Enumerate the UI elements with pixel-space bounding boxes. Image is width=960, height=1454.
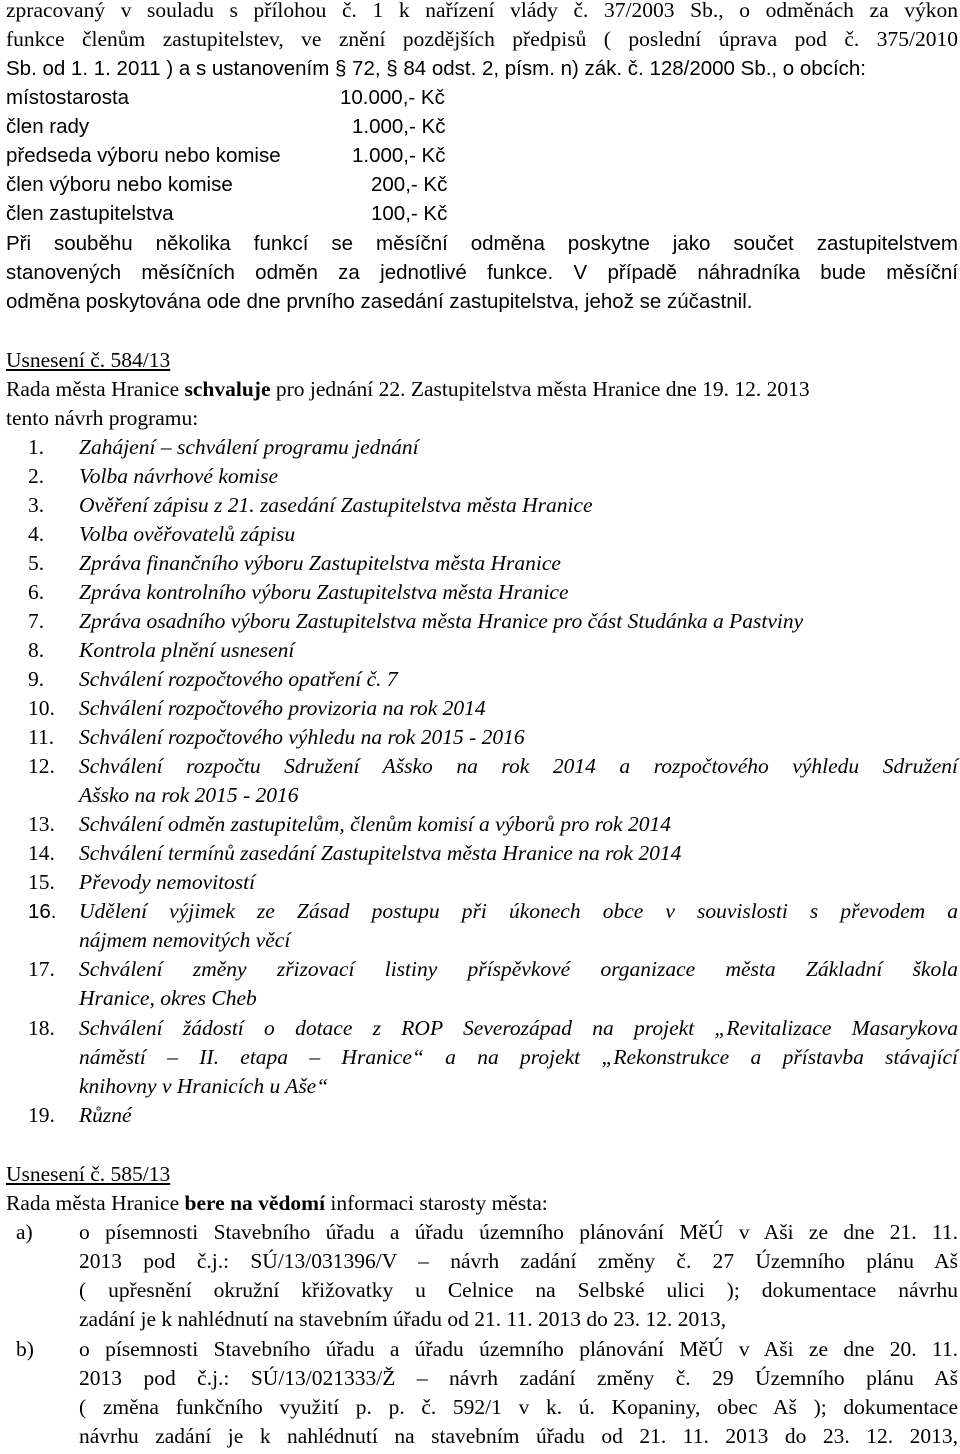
agenda-item <box>6 752 958 781</box>
agenda-item-number: 2. <box>28 464 45 488</box>
info-item-text: o písemnosti Stavebního úřadu a úřadu územního plánování MěÚ v Aši ze dne 20. 11. <box>79 1337 958 1361</box>
agenda-item-text: Kontrola plnění usnesení <box>79 638 295 662</box>
resolution-intro <box>6 1189 548 1218</box>
agenda-item-continuation <box>6 926 958 955</box>
agenda-item-continuation <box>6 781 958 810</box>
resolution-intro <box>6 375 810 404</box>
info-item-text: návrhu zadání je k nahlédnutí na stavebním úřadu od 21. 11. 2013 do 23. 12. 2013, <box>79 1424 958 1448</box>
agenda-item <box>6 810 958 839</box>
fee-row <box>6 170 958 199</box>
agenda-item <box>6 868 958 897</box>
agenda-item <box>6 839 958 868</box>
agenda-item-text: Schválení termínů zasedání Zastupitelstva města Hranice na rok 2014 <box>79 841 682 865</box>
agenda-item-text: Hranice, okres Cheb <box>79 986 257 1010</box>
agenda-item-continuation <box>6 1072 958 1101</box>
concurrency-line-2: stanovených měsíčních odměn za jednotlivé funkce. V případě náhradníka bude měsíční <box>6 261 958 284</box>
agenda-item-text: Převody nemovitostí <box>79 870 256 894</box>
agenda-item-number: 9. <box>28 667 45 691</box>
agenda-item-text: Schválení odměn zastupitelům, členům komisí a výborů pro rok 2014 <box>79 812 671 836</box>
agenda-item-text: Volba návrhové komise <box>79 464 279 488</box>
fee-label: předseda výboru nebo komise <box>6 144 281 167</box>
agenda-item-number: 13. <box>28 812 55 836</box>
agenda-item-text: Ašsko na rok 2015 - 2016 <box>79 783 299 807</box>
agenda-item-text: Zpráva finančního výboru Zastupitelstva města Hranice <box>79 551 561 575</box>
fee-row <box>6 83 958 112</box>
agenda-item-text: Schválení rozpočtového výhledu na rok 2015 - 2016 <box>79 725 525 749</box>
agenda-item-continuation <box>6 1043 958 1072</box>
agenda-item-number: 17. <box>28 957 55 981</box>
agenda-item <box>6 462 958 491</box>
agenda-item-number: 5. <box>28 551 45 575</box>
agenda-item-number: 6. <box>28 580 45 604</box>
info-item-text: 2013 pod č.j.: SÚ/13/021333/Ž – návrh zadání změny č. 29 Územního plánu Aš <box>79 1366 958 1390</box>
resolution-heading: Usnesení č. 584/13 <box>6 348 171 372</box>
agenda-item <box>6 665 958 694</box>
agenda-item <box>6 520 958 549</box>
resolution-intro-prefix: Rada města Hranice <box>6 377 185 401</box>
info-item-letter: b) <box>16 1337 34 1361</box>
agenda-item-text: Schválení rozpočtového provizoria na rok 2014 <box>79 696 486 720</box>
agenda-item <box>6 955 958 984</box>
agenda-item-number: 19. <box>28 1103 55 1127</box>
agenda-item <box>6 723 958 752</box>
resolution-intro-suffix: pro jednání 22. Zastupitelstva města Hranice dne 19. 12. 2013 <box>270 377 810 401</box>
agenda-item-number: 16. <box>28 900 57 923</box>
info-item-continuation <box>6 1422 958 1451</box>
intro-line-2: funkce členům zastupitelstev, ve znění pozdějších předpisů ( poslední úprava pod č. 375/2010 <box>6 27 958 51</box>
fee-amount: 1.000,- Kč <box>352 115 446 138</box>
agenda-item-number: 15. <box>28 870 55 894</box>
agenda-item-number: 11. <box>28 725 55 749</box>
agenda-item <box>6 549 958 578</box>
agenda-item <box>6 1101 958 1130</box>
agenda-item <box>6 1014 958 1043</box>
info-item-text: 2013 pod č.j.: SÚ/13/031396/V – návrh zadání změny č. 27 Územního plánu Aš <box>79 1249 958 1273</box>
fee-label: člen výboru nebo komise <box>6 173 233 196</box>
info-item-continuation <box>6 1247 958 1276</box>
agenda-item-number: 14. <box>28 841 55 865</box>
info-item-text: o písemnosti Stavebního úřadu a úřadu územního plánování MěÚ v Aši ze dne 21. 11. <box>79 1220 958 1244</box>
agenda-item-number: 8. <box>28 638 45 662</box>
agenda-item <box>6 897 958 926</box>
concurrency-line-3: odměna poskytována ode dne prvního zasedání zastupitelstva, jehož se zúčastnil. <box>6 290 753 313</box>
intro-line-1: zpracovaný v souladu s přílohou č. 1 k nařízení vlády č. 37/2003 Sb., o odměnách za výkon <box>6 0 958 22</box>
agenda-item <box>6 578 958 607</box>
resolution-intro-prefix: Rada města Hranice <box>6 1191 185 1215</box>
agenda-item-number: 1. <box>28 435 45 459</box>
info-item-continuation <box>6 1276 958 1305</box>
agenda-item-text: Schválení změny zřizovací listiny příspěvkové organizace města Základní škola <box>79 957 958 981</box>
agenda-item-text: nájmem nemovitých věcí <box>79 928 291 952</box>
agenda-item-number: 10. <box>28 696 55 720</box>
fee-row <box>6 112 958 141</box>
fee-amount: 1.000,- Kč <box>352 144 446 167</box>
fee-row <box>6 141 958 170</box>
info-item-text: zadání je k nahlédnutí na stavebním úřadu od 21. 11. 2013 do 23. 12. 2013, <box>79 1307 727 1331</box>
agenda-item <box>6 694 958 723</box>
agenda-item-text: Různé <box>79 1103 132 1127</box>
agenda-item-text: Schválení žádostí o dotace z ROP Severozápad na projekt „Revitalizace Masarykova <box>79 1016 958 1040</box>
resolution-heading: Usnesení č. 585/13 <box>6 1162 171 1186</box>
agenda-item-text: Zahájení – schválení programu jednání <box>79 435 419 459</box>
info-item <box>6 1218 958 1247</box>
resolution-verb: bere na vědomí <box>184 1191 326 1215</box>
info-item-text: ( upřesnění okružní křižovatky u Celnice na Selbské ulici ); dokumentace návrhu <box>79 1278 958 1302</box>
agenda-item-text: Schválení rozpočtového opatření č. 7 <box>79 667 398 691</box>
resolution-intro-line-2: tento návrh programu: <box>6 406 199 430</box>
fee-amount: 10.000,- Kč <box>340 86 445 109</box>
intro-line-3: Sb. od 1. 1. 2011 ) a s ustanovením § 72, § 84 odst. 2, písm. n) zák. č. 128/2000 Sb., o obcích: <box>6 57 866 80</box>
resolution-verb: schvaluje <box>184 377 271 401</box>
fee-amount: 200,- Kč <box>371 173 448 196</box>
agenda-item <box>6 491 958 520</box>
info-item-continuation <box>6 1305 958 1334</box>
fee-label: člen zastupitelstva <box>6 202 174 225</box>
fee-label: místostarosta <box>6 86 130 109</box>
agenda-item-text: knihovny v Hranicích u Aše“ <box>79 1074 329 1098</box>
fee-amount: 100,- Kč <box>371 202 448 225</box>
agenda-item-text: Volba ověřovatelů zápisu <box>79 522 296 546</box>
agenda-item-number: 7. <box>28 609 45 633</box>
concurrency-line-1: Při souběhu několika funkcí se měsíční odměna poskytne jako součet zastupitelstvem <box>6 232 958 255</box>
agenda-item-number: 12. <box>28 754 55 778</box>
info-item <box>6 1335 958 1364</box>
info-item-letter: a) <box>16 1220 33 1244</box>
agenda-item-text: Schválení rozpočtu Sdružení Ašsko na rok 2014 a rozpočtového výhledu Sdružení <box>79 754 958 778</box>
agenda-item-number: 4. <box>28 522 45 546</box>
fee-label: člen rady <box>6 115 90 138</box>
fee-row <box>6 199 958 228</box>
agenda-item-continuation <box>6 984 958 1013</box>
agenda-item <box>6 607 958 636</box>
info-item-continuation <box>6 1364 958 1393</box>
info-item-text: ( změna funkčního využití p. p. č. 592/1 v k. ú. Kopaniny, obec Aš ); dokumentace <box>79 1395 958 1419</box>
agenda-item-text: Udělení výjimek ze Zásad postupu při úkonech obce v souvislosti s převodem a <box>79 899 958 923</box>
agenda-item <box>6 636 958 665</box>
agenda-item-number: 18. <box>28 1016 55 1040</box>
agenda-item-text: Zpráva osadního výboru Zastupitelstva města Hranice pro část Studánka a Pastviny <box>79 609 804 633</box>
agenda-item-text: Ověření zápisu z 21. zasedání Zastupitelstva města Hranice <box>79 493 593 517</box>
agenda-item-text: Zpráva kontrolního výboru Zastupitelstva města Hranice <box>79 580 569 604</box>
agenda-item <box>6 433 958 462</box>
resolution-intro-suffix: informaci starosty města: <box>325 1191 548 1215</box>
agenda-item-text: náměstí – II. etapa – Hranice“ a na projekt „Rekonstrukce a přístavba stávající <box>79 1045 958 1069</box>
agenda-item-number: 3. <box>28 493 45 517</box>
info-item-continuation <box>6 1393 958 1422</box>
